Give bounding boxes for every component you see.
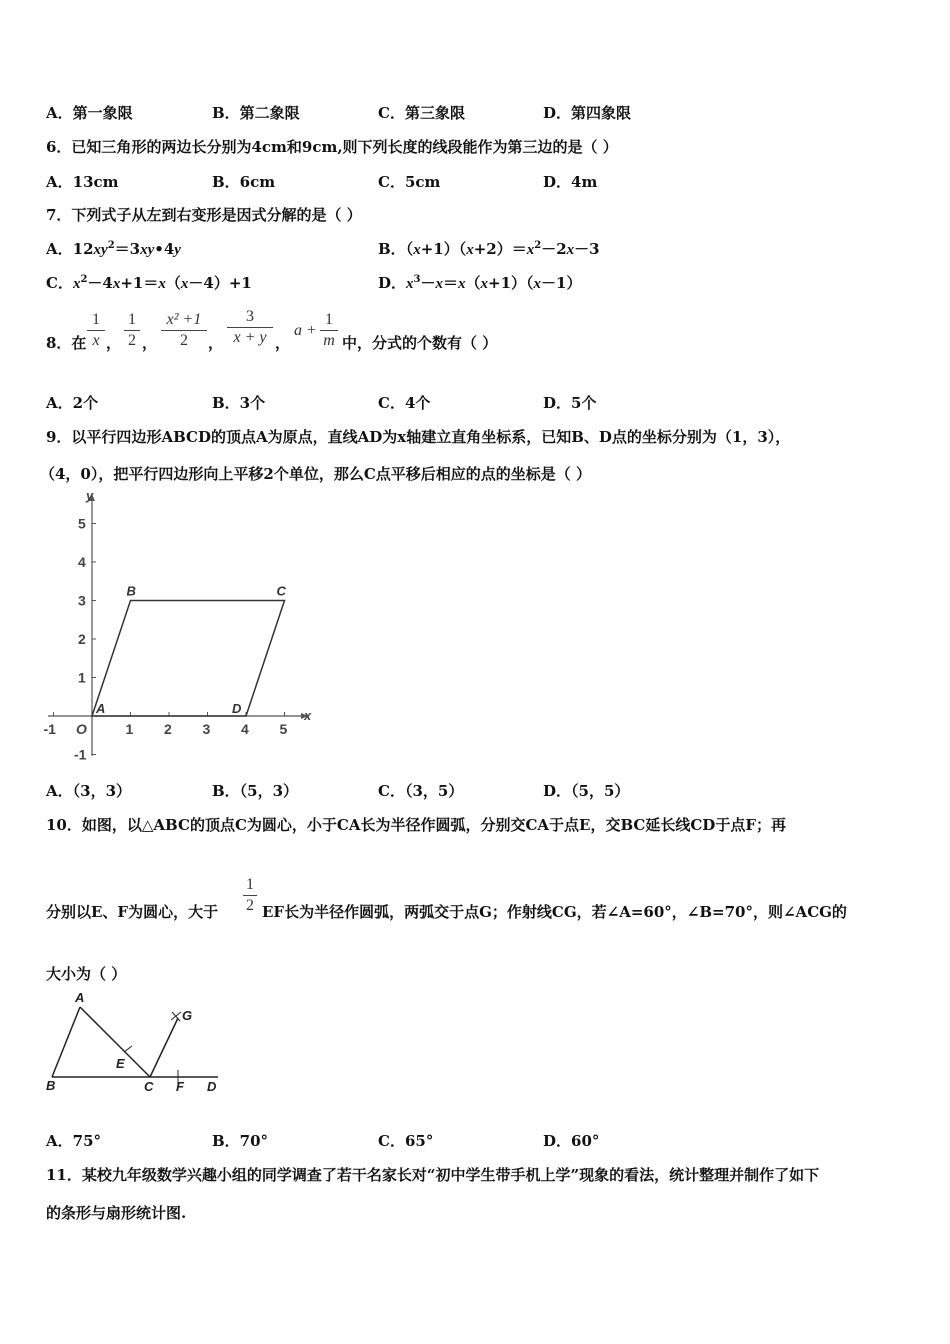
y-axis-label: y — [86, 488, 94, 503]
y-tick-label: 3 — [78, 592, 86, 609]
y-tick-label: -1 — [74, 746, 87, 763]
arc-mark-e — [124, 1046, 132, 1052]
q6-option-c: C．5cm — [378, 173, 441, 191]
point-label-b: B — [126, 583, 136, 599]
point-label-d: D — [232, 701, 242, 716]
q9-option-c: C．（3，5） — [378, 782, 464, 800]
q6-option-a: A．13cm — [46, 173, 119, 191]
q5-option-d: D．第四象限 — [543, 104, 632, 122]
q5-option-a: A．第一象限 — [46, 104, 133, 122]
q10-line-2b: EF长为半径作圆弧，两弧交于点G；作射线CG，若∠A=60°，∠B=70°，则∠ACG的 — [262, 903, 847, 921]
q10-line-2a: 分别以E、F为圆心，大于 — [46, 903, 219, 921]
q5-option-c: C．第三象限 — [378, 104, 465, 122]
q8-option-d: D．5个 — [543, 394, 597, 412]
q8-fraction-4: 3 x + y — [227, 308, 273, 347]
label-c: C — [144, 1079, 154, 1094]
x-tick-label: 5 — [279, 721, 288, 737]
ray-cg — [150, 1018, 178, 1077]
q10-triangle-figure — [40, 990, 240, 1100]
q8-fraction-2: 1 2 — [124, 311, 140, 350]
label-a: A — [75, 990, 85, 1005]
q11-line-1: 11．某校九年级数学兴趣小组的同学调查了若干名家长对“初中学生带手机上学”现象的看法，统计整理并制作了如下 — [46, 1166, 820, 1184]
q8-comma: ， — [106, 334, 122, 352]
q9-option-d: D．（5，5） — [543, 782, 630, 800]
q8-suffix: 中，分式的个数有（ ） — [342, 334, 498, 352]
q8-fraction-5: 1 m — [320, 311, 338, 350]
label-e: E — [116, 1056, 125, 1071]
q10-line-3: 大小为（ ） — [46, 965, 127, 983]
y-tick-label: 2 — [78, 631, 86, 647]
q9-line-2: （4，0），把平行四边形向上平移2个单位，那么C点平移后相应的点的坐标是（ ） — [40, 465, 591, 483]
q7-option-d: D．$x^3-x=x(x+1)(x-1)$ — [378, 274, 582, 292]
q9-coordinate-graph — [40, 486, 330, 776]
line-ab — [52, 1007, 80, 1077]
q10-option-c: C．65° — [378, 1132, 434, 1150]
q10-option-a: A．75° — [46, 1132, 102, 1150]
q8-fraction-3: x² +1 2 — [161, 311, 207, 350]
label-b: B — [46, 1078, 56, 1093]
q8-last-lead: a + — [294, 322, 317, 339]
q8-option-b: B．3个 — [212, 394, 266, 412]
arc-mark-g — [171, 1012, 181, 1021]
q8-comma: ， — [142, 334, 158, 352]
q9-option-a: A．（3，3） — [46, 782, 132, 800]
origin-label: O — [76, 721, 87, 737]
q10-half-fraction: 1 2 — [243, 876, 257, 915]
x-tick-label: -1 — [43, 721, 56, 737]
q10-option-d: D．60° — [543, 1132, 600, 1150]
x-axis-label: x — [304, 708, 312, 723]
q8-option-c: C．4个 — [378, 394, 431, 412]
q6-stem: 6．已知三角形的两边长分别为4cm和9cm,则下列长度的线段能作为第三边的是（ ） — [46, 138, 618, 156]
q8-comma: ， — [275, 334, 291, 352]
line-ac — [80, 1007, 150, 1077]
point-label-c: C — [276, 583, 286, 599]
label-g: G — [182, 1008, 193, 1023]
q5-option-b: B．第二象限 — [212, 104, 300, 122]
q8-fraction-1: 1 x — [87, 311, 105, 350]
q11-line-2: 的条形与扇形统计图. — [46, 1204, 187, 1222]
q7-stem: 7．下列式子从左到右变形是因式分解的是（ ） — [46, 206, 362, 224]
y-tick-label: 4 — [78, 554, 86, 570]
label-f: F — [176, 1079, 184, 1094]
parallelogram-abcd — [92, 601, 285, 717]
point-label-a: A — [96, 701, 106, 716]
q8-prefix: 8．在 — [46, 334, 87, 352]
q10-option-b: B．70° — [212, 1132, 269, 1150]
q7-option-b: B．$(x+1)(x+2)=x^2-2x-3$ — [378, 240, 600, 258]
label-d: D — [207, 1079, 217, 1094]
q7-option-c: C．$x^2-4x+1=x(x-4)+1$ — [46, 274, 252, 292]
q8-option-a: A．2个 — [46, 394, 99, 412]
x-tick-label: 1 — [125, 721, 134, 737]
x-tick-label: 4 — [241, 721, 249, 737]
q7-option-a: A．$12xy^2=3xy•4y$ — [46, 240, 181, 258]
q8-comma: ， — [208, 334, 224, 352]
y-tick-label: 5 — [78, 515, 86, 532]
q9-parallelogram — [92, 584, 287, 717]
x-tick-label: 2 — [164, 721, 172, 737]
y-tick-label: 1 — [78, 669, 86, 686]
q10-line-1: 10．如图，以△ABC的顶点C为圆心，小于CA长为半径作圆弧，分别交CA于点E，交BC延长线CD于点F；再 — [46, 816, 786, 834]
x-tick-label: 3 — [202, 721, 211, 737]
q6-option-d: D．4m — [543, 173, 598, 191]
q9-ticks — [44, 516, 288, 763]
q9-option-b: B．（5，3） — [212, 782, 299, 800]
q9-line-1: 9．以平行四边形ABCD的顶点A为原点，直线AD为x轴建立直角坐标系，已知B、D点的坐标分别为（1，3）， — [46, 428, 791, 446]
q6-option-b: B．6cm — [212, 173, 276, 191]
